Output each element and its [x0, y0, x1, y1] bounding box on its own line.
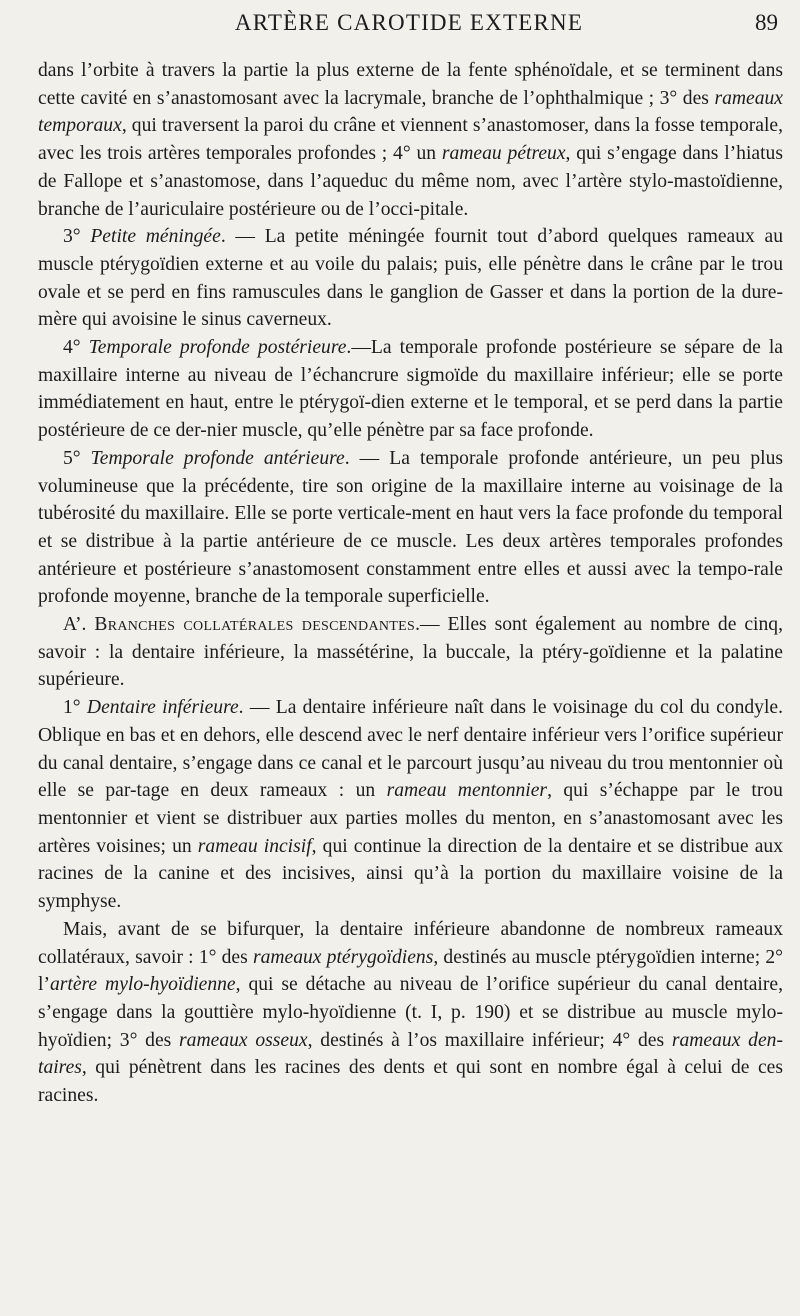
text-run: 1° — [63, 697, 87, 719]
italic-term: Temporale profonde antérieure — [90, 447, 345, 469]
italic-term: Temporale profonde postérieure — [88, 337, 347, 359]
paragraph-dentaire-inferieure — [38, 694, 783, 916]
italic-term: rameau mentonnier — [386, 780, 548, 802]
italic-term: artère mylo-hyoïdienne — [49, 974, 236, 996]
text-run: , qui s’échappe par le trou mentonnier et vient se distribuer aux parties molles du menton, en s’anastomosant avec les artères voisines; un — [38, 780, 783, 857]
text-run: , qui pénètrent dans les racines des dents et qui sont en nombre égal à celui de ces racines. — [38, 1057, 783, 1107]
italic-term: Petite méningée — [90, 226, 221, 248]
text-run: , qui traversent la paroi du crâne et viennent s’anastomoser, dans la fosse temporale, avec les trois artères temporales profondes ; 4° un — [38, 115, 783, 165]
text-run: , destinés à l’os maxillaire inférieur; 4° des — [307, 1029, 672, 1051]
text-run: Mais, avant de se bifurquer, la dentaire inférieure abandonne de nombreux rameaux collatéraux, savoir : 1° des — [38, 918, 783, 968]
text-run: 3° — [63, 226, 91, 248]
paragraph-temporale-profonde-anterieure — [38, 445, 783, 611]
text-run: .—La temporale profonde postérieure se sépare de la maxillaire interne au niveau de l’échancrure sigmoïde du maxillaire inférieur; elle se porte immédiatement en haut, entre le ptérygoï-dien externe et le temporal, et se perd dans la partie postérieure de ce der-nier muscle, qu’elle pénètre par sa face profonde. — [38, 337, 783, 442]
text-run: A’. — [63, 614, 95, 636]
text-run: 5° — [63, 447, 91, 469]
running-title: ARTÈRE CAROTIDE EXTERNE — [234, 10, 584, 35]
paragraph-branches-descendantes — [38, 611, 783, 694]
text-run: . — La dentaire inférieure naît dans le voisinage du col du condyle. Oblique en bas et en dehors, elle descend avec le nerf dentaire inférieur vers l’orifice supérieur du canal dentaire, s’engage dans ce canal et le parcourt jusqu’au niveau du trou mentonnier où elle se par-tage en deux rameaux : un — [38, 697, 784, 802]
italic-term: rameaux den-taires — [38, 1029, 783, 1079]
paragraph-rameaux-collateraux — [38, 916, 783, 1110]
text-run: 4° — [63, 337, 89, 359]
italic-term: Dentaire inférieure — [86, 697, 239, 719]
italic-term: rameau incisif — [197, 835, 312, 857]
paragraph-temporale-profonde-posterieure — [38, 334, 783, 445]
running-header — [38, 10, 780, 50]
paragraph-continuation — [38, 57, 783, 223]
text-run: , destinés au muscle ptérygoïdien interne; 2° l’ — [38, 946, 783, 996]
text-run: . — La petite méningée fournit tout d’abord quelques rameaux au muscle ptérygoïdien externe et au voile du palais; puis, elle pénètre dans le crâne par le trou ovale et se perd en fins ramuscules dans le ganglion de Gasser et dans la portion de la dure-mère qui avoisine le sinus caverneux. — [38, 226, 783, 331]
body-text — [38, 57, 783, 1110]
italic-term: rameaux osseux — [179, 1029, 308, 1051]
italic-term: rameaux temporaux — [38, 87, 783, 137]
text-run: , qui se détache au niveau de l’orifice supérieur du canal dentaire, s’engage dans la gouttière mylo-hyoïdienne (t. I, p. 190) et se distribue au muscle mylo-hyoïdien; 3° des — [38, 974, 783, 1051]
text-run: dans l’orbite à travers la partie la plus externe de la fente sphénoïdale, et se terminent dans cette cavité en s’anastomosant avec la lacrymale, branche de l’ophthalmique ; 3° des — [38, 60, 783, 109]
page-number: 89 — [755, 10, 778, 35]
text-run: , qui s’engage dans l’hiatus de Fallope et s’anastomose, dans l’aqueduc du même nom, avec l’artère stylo-mastoïdienne, branche de l’auriculaire postérieure ou de l’occi-pitale. — [38, 143, 783, 220]
italic-term: rameaux ptérygoïdiens — [252, 946, 434, 968]
small-caps-heading: Branches collatérales descendantes — [94, 614, 416, 636]
paragraph-petite-meningee — [38, 223, 783, 334]
text-run: .— Elles sont également au nombre de cinq, savoir : la dentaire inférieure, la massétérine, la buccale, la ptéry-goïdienne et la palatine supérieure. — [38, 614, 783, 691]
text-run: , qui continue la direction de la dentaire et se distribue aux racines de la canine et des incisives, ainsi qu’à la portion du maxillaire voisine de la symphyse. — [38, 835, 783, 913]
italic-term: rameau pétreux — [441, 143, 566, 165]
text-run: . — La temporale profonde antérieure, un peu plus volumineuse que la précédente, tire son origine de la maxillaire interne au voisinage de la tubérosité du maxillaire. Elle se porte verticale-ment en haut vers la face profonde du temporal et se distribue à la partie antérieure de ce muscle. Les deux artères temporales profondes antérieure et postérieure s’anastomosent constamment entre elles et aussi avec la tempo-rale profonde moyenne, branche de la temporale superficielle. — [38, 447, 783, 608]
